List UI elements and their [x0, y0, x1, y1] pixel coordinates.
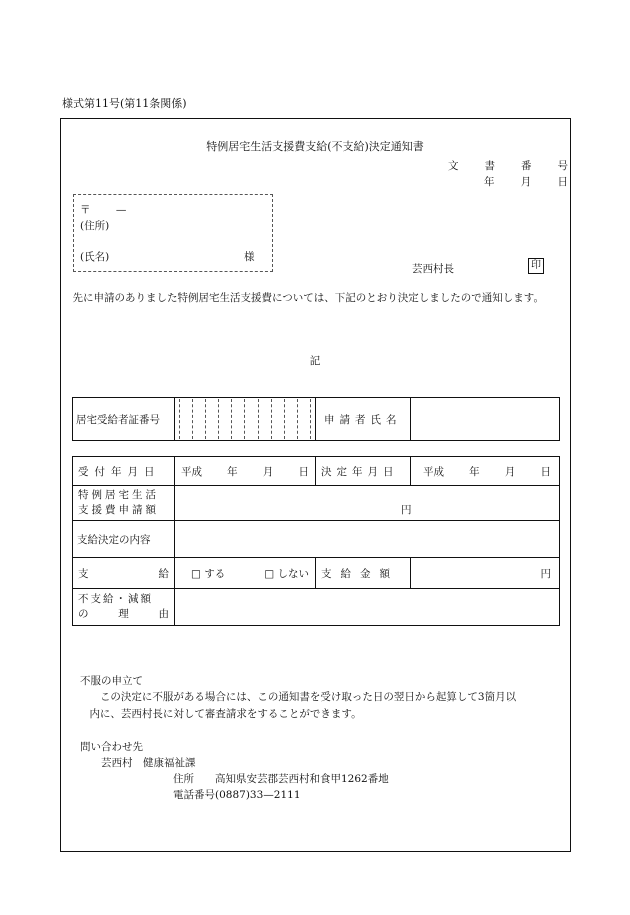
claim-amount-label-1: 特例居宅生活 [78, 489, 159, 501]
month-label: 月 [262, 465, 274, 478]
reason-label-cell [73, 589, 175, 626]
address-label: (住所) [80, 220, 110, 232]
digit-cell [285, 399, 298, 439]
inquiry-address: 住所 高知県安芸郡芸西村和食甲1262番地 [173, 773, 389, 785]
digit-cell [206, 399, 219, 439]
doc-number-char: 号 [557, 160, 568, 172]
objection-title: 不服の申立て [80, 675, 143, 687]
recipient-table [72, 397, 560, 441]
doc-number-char: 書 [484, 160, 495, 172]
decision-table [72, 456, 560, 626]
digit-cell [259, 399, 272, 439]
year-label: 年 [469, 465, 480, 478]
option-no-checkbox[interactable]: □ しない [264, 567, 309, 580]
decision-content-label: 支給決定の内容 [77, 533, 151, 546]
payment-label-left: 支 [78, 567, 89, 580]
digit-cell [179, 399, 193, 439]
digit-cell [245, 399, 258, 439]
name-label: (氏名) [80, 251, 110, 263]
postal-mark: 〒 [80, 204, 91, 216]
year-label: 年 [227, 465, 238, 478]
postal-dash: — [115, 204, 127, 216]
recipient-number-digits [179, 399, 311, 439]
day-label: 日 [540, 465, 551, 478]
claim-amount-label-cell [73, 486, 175, 521]
receipt-date-label: 受付年月日 [78, 465, 161, 478]
objection-line-2: 内に、芸西村長に対して審査請求をすることができます。 [89, 708, 362, 720]
reason-label-2-right: 由 [158, 608, 169, 620]
payment-amount-yen: 円 [540, 567, 551, 580]
digit-cell [232, 399, 245, 439]
claim-amount-label-2: 支援費申請額 [78, 504, 159, 516]
body-text: 先に申請のありました特例居宅生活支援費については、下記のとおり決定しましたので通知します。 [72, 292, 544, 304]
objection-line-1: この決定に不服がある場合には、この通知書を受け取った日の翌日から起算して3箇月以 [99, 691, 517, 703]
recipient-number-label: 居宅受給者証番号 [76, 413, 160, 426]
era-label: 平成 [423, 465, 444, 478]
receipt-date-value [175, 457, 316, 486]
digit-cell [272, 399, 285, 439]
payment-label-right: 給 [158, 567, 169, 580]
applicant-name-label-text: 申請者氏名 [324, 413, 402, 426]
inquiry-title: 問い合わせ先 [80, 741, 143, 753]
reason-label-2-left: の [78, 608, 89, 620]
date-char: 月 [520, 176, 532, 188]
postal-code-line [80, 202, 126, 217]
document-date-label [484, 174, 568, 189]
issuer-mayor: 芸西村長 [412, 263, 454, 275]
option-yes-checkbox[interactable]: □ する [191, 567, 226, 580]
payment-amount-label: 支給金額 [321, 567, 399, 580]
digit-cell [298, 399, 311, 439]
inquiry-department: 芸西村 健康福祉課 [101, 757, 196, 769]
date-char: 年 [484, 176, 495, 188]
recipient-number-label-cell [73, 398, 175, 441]
inquiry-phone: 電話番号(0887)33—2111 [173, 789, 301, 801]
reason-label-2-mid: 理 [118, 608, 129, 620]
applicant-name-label-cell [316, 398, 411, 441]
reason-label-1: 不支給・減額 [78, 593, 153, 605]
reason-value [175, 589, 560, 626]
decision-date-label-cell [316, 457, 411, 486]
receipt-date-label-cell [73, 457, 175, 486]
decision-content-label-cell [73, 521, 175, 558]
objection-text [80, 689, 570, 723]
decision-date-label: 決定年月日 [321, 465, 399, 478]
doc-number-char: 文 [448, 160, 459, 172]
claim-amount-value [175, 486, 560, 521]
honorific: 様 [244, 251, 255, 263]
document-title: 特例居宅生活支援費支給(不支給)決定通知書 [206, 140, 424, 153]
seal-mark: 印 [528, 258, 544, 274]
decision-content-value [175, 521, 560, 558]
payment-amount-value [411, 558, 560, 589]
applicant-name-label [316, 412, 410, 427]
digit-cell [219, 399, 232, 439]
decision-date-value [411, 457, 560, 486]
ki-heading: 記 [309, 355, 321, 367]
month-label: 月 [504, 465, 516, 478]
applicant-name-value [411, 398, 560, 441]
payment-label-cell [73, 558, 175, 589]
form-id: 様式第11号(第11条関係) [62, 97, 187, 110]
day-label: 日 [298, 465, 309, 478]
document-number-label [448, 158, 568, 173]
doc-number-char: 番 [521, 160, 532, 172]
claim-amount-yen: 円 [401, 504, 412, 516]
payment-amount-label-cell [316, 558, 411, 589]
payment-options [175, 558, 316, 589]
digit-cell [193, 399, 206, 439]
date-char: 日 [557, 176, 568, 188]
recipient-number-cell [175, 398, 316, 441]
era-label: 平成 [181, 465, 202, 478]
